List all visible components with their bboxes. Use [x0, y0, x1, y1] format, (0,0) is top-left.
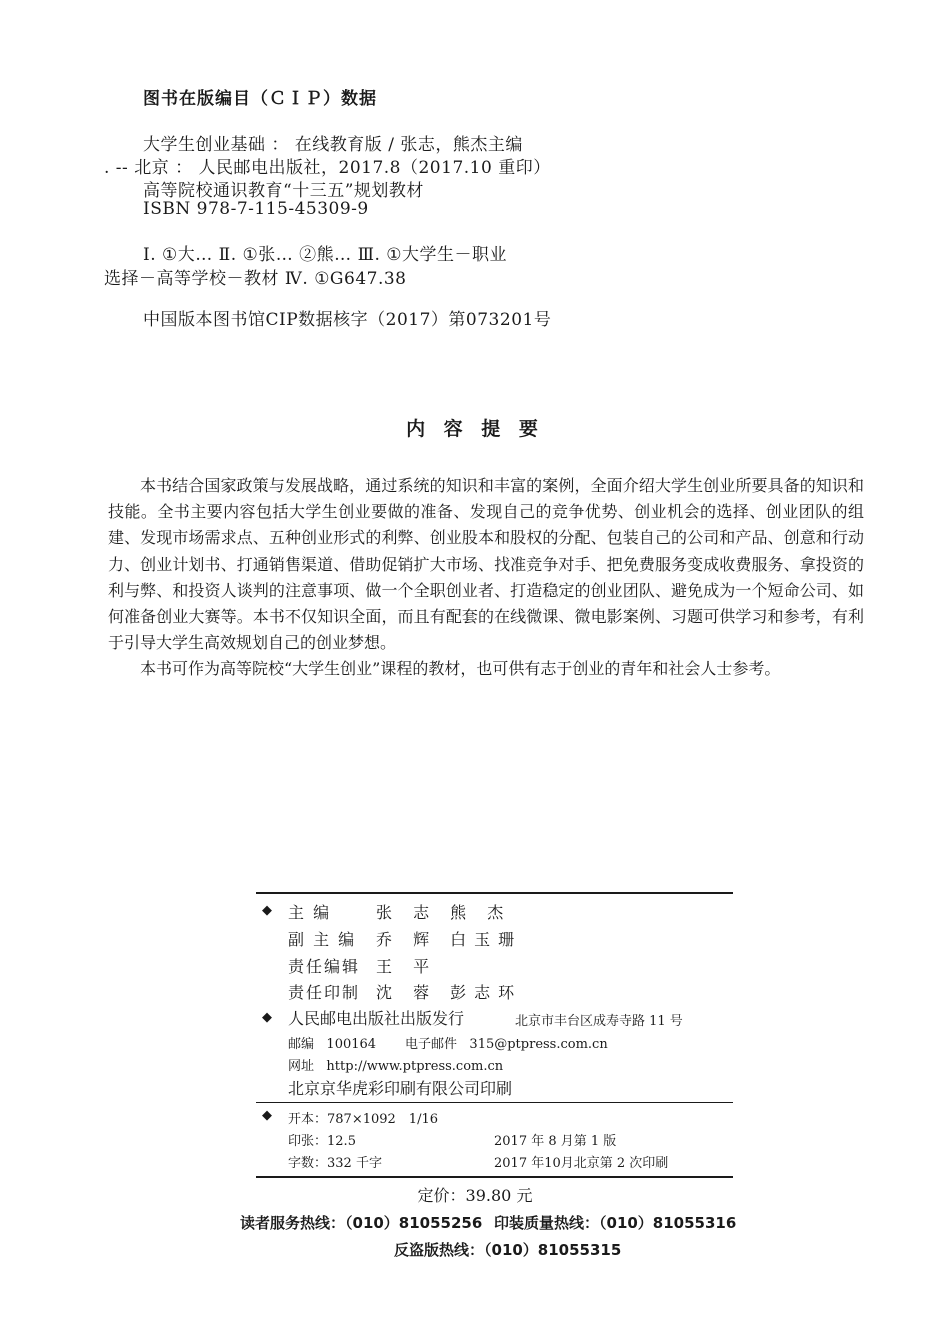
website-value: http://www.ptpress.com.cn: [326, 1059, 504, 1074]
postcode-value: 100164: [326, 1037, 377, 1052]
postcode-label: 邮编: [288, 1037, 315, 1052]
credit-value: 王 平: [376, 957, 438, 976]
credit-value: 乔 辉 白玉珊: [376, 930, 523, 949]
anti-piracy-hotline: 反盗版热线：（010）81055315: [394, 1241, 622, 1259]
cip-record-number: 中国版本图书馆CIP数据核字（2017）第073201号: [143, 310, 552, 330]
summary-paragraph: 本书可作为高等院校“大学生创业”课程的教材，也可供有志于创业的青年和社会人士参考。: [140, 659, 781, 679]
publisher-name: 人民邮电出版社出版发行: [288, 1009, 465, 1028]
credit-deputy-editor: [288, 927, 522, 950]
cip-isbn-line: ISBN 978-7-115-45309-9: [143, 199, 369, 219]
spec-sheets: [288, 1130, 356, 1149]
cip-title-line: 大学生创业基础 ： 在线教育版 / 张志，熊杰主编: [143, 135, 523, 155]
spec-label: 字数：: [288, 1156, 328, 1171]
credit-responsible-printing: [288, 980, 522, 1003]
credit-responsible-editor: [288, 954, 437, 977]
website-label: 网址: [288, 1059, 315, 1074]
bullet-icon: ◆: [262, 903, 272, 918]
spec-format: [288, 1108, 438, 1127]
credit-label: 责任印制: [288, 983, 361, 1002]
spec-words: [288, 1152, 382, 1171]
summary-paragraph: 本书结合国家政策与发展战略，通过系统的知识和丰富的案例，全面介绍大学生创业所要具备的知识和技能。全书主要内容包括大学生创业要做的准备、发现自己的竞争优势、创业机会的选择、创业团队的组建、发现市场需求点、五种创业形式的利弊、创业股本和股权的分配、包装自己的公司和产品、创意和行动力、创业计划书、打通销售渠道、借助促销扩大市场、找准竞争对手、把免费服务变成收费服务、拿投资的利与弊、和投资人谈判的注意事项、做一个全职创业者、打造稳定的创业团队、避免成为一个短命公司、如何准备创业大赛等。本书不仅知识全面，而且有配套的在线微课、微电影案例、习题可供学习和参考，有利于引导大学生高效规划自己的创业梦想。: [108, 476, 864, 653]
spec-printing: 2017 年10月北京第 2 次印刷: [494, 1156, 669, 1171]
colophon-rule: [256, 1102, 733, 1103]
spec-label: 印张：: [288, 1134, 328, 1149]
spec-value: 12.5: [327, 1134, 356, 1149]
publisher-email: [405, 1033, 608, 1052]
colophon-top-rule: [256, 892, 733, 894]
quality-hotline: 印装质量热线：（010）81055316: [494, 1214, 737, 1232]
credit-value: 张 志 熊 杰: [376, 903, 512, 922]
colophon-bottom-rule: [256, 1176, 733, 1178]
bullet-icon: ◆: [262, 1108, 272, 1123]
credit-label: 责任编辑: [288, 957, 361, 976]
spec-value: 787×1092 1/16: [327, 1112, 438, 1127]
reader-service-hotline: 读者服务热线：（010）81055256: [240, 1214, 483, 1232]
credit-label: 主 编: [288, 903, 332, 922]
credit-value: 沈 蓉 彭志环: [376, 983, 523, 1002]
cip-classification-line: Ⅰ. ①大… Ⅱ. ①张… ②熊… Ⅲ. ①大学生－职业: [143, 245, 508, 265]
cip-heading: 图书在版编目（ＣＩＰ）数据: [143, 89, 377, 109]
spec-label: 开本：: [288, 1112, 328, 1127]
spec-edition: 2017 年 8 月第 1 版: [494, 1134, 617, 1149]
publisher-website: [288, 1055, 503, 1074]
price: 定价：39.80 元: [417, 1186, 533, 1205]
publisher-address: 北京市丰台区成寿寺路 11 号: [515, 1014, 683, 1029]
email-label: 电子邮件: [405, 1037, 458, 1052]
email-value: 315@ptpress.com.cn: [469, 1037, 608, 1052]
spec-value: 332 千字: [327, 1156, 382, 1171]
credit-label: 副 主 编: [288, 930, 357, 949]
summary-body: [108, 473, 864, 683]
printer-name: 北京京华虎彩印刷有限公司印刷: [288, 1079, 513, 1098]
cip-publisher-line: . -- 北京 ： 人民邮电出版社，2017.8（2017.10 重印）: [104, 158, 551, 178]
publisher-postcode: [288, 1033, 376, 1052]
cip-classification-line-2: 选择－高等学校－教材 Ⅳ. ①G647.38: [104, 269, 407, 289]
credit-chief-editor: [288, 900, 511, 923]
cip-series-line: 高等院校通识教育“十三五”规划教材: [143, 181, 424, 201]
bullet-icon: ◆: [262, 1010, 272, 1025]
summary-title: 内 容 提 要: [406, 418, 544, 440]
